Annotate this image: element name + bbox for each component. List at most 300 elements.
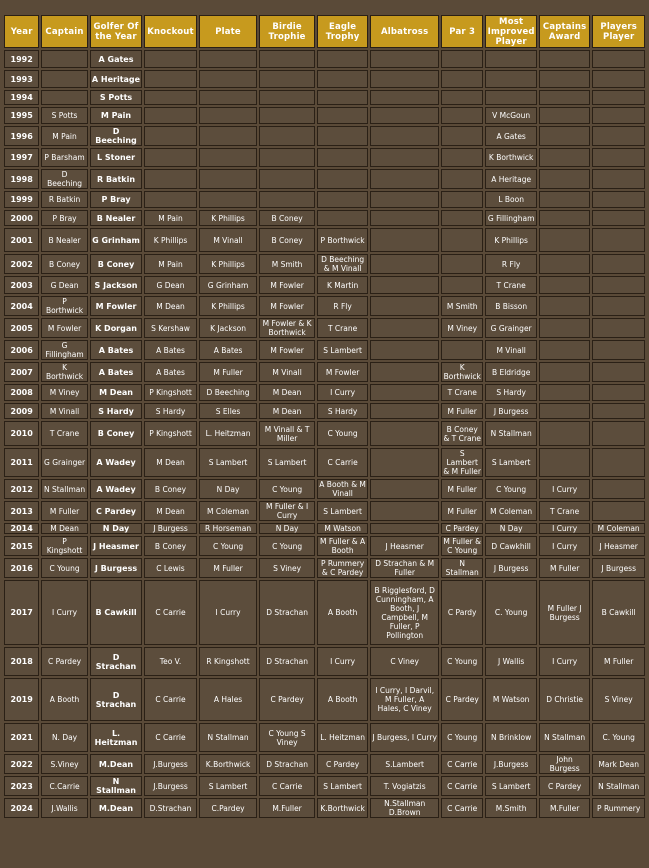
cell-albatross <box>370 421 439 446</box>
cell-par-3: N Stallman <box>441 558 483 578</box>
cell-plate: I Curry <box>199 580 258 645</box>
cell-par-3: T Crane <box>441 384 483 401</box>
cell-golfer-of-the-year: A Gates <box>90 50 143 68</box>
cell-captains-award: M Fuller J Burgess <box>539 580 590 645</box>
cell-albatross <box>370 254 439 274</box>
table-row <box>4 754 645 774</box>
cell-year: 1995 <box>4 107 39 124</box>
cell-golfer-of-the-year: C Pardey <box>90 501 143 521</box>
cell-plate: R Horseman <box>199 523 258 534</box>
cell-eagle-trophy: M Watson <box>317 523 368 534</box>
cell-plate: M Fuller <box>199 362 258 382</box>
cell-albatross: T. Vogiatzis <box>370 776 439 796</box>
cell-knockout: C Carrie <box>144 678 197 721</box>
header-plate: Plate <box>199 15 258 48</box>
cell-knockout <box>144 169 197 189</box>
cell-players-player <box>592 318 645 338</box>
cell-captains-award <box>539 148 590 167</box>
table-row <box>4 276 645 294</box>
cell-most-improved-player: J Burgess <box>485 403 536 419</box>
cell-captains-award <box>539 228 590 252</box>
cell-albatross <box>370 90 439 105</box>
cell-eagle-trophy: S Lambert <box>317 340 368 360</box>
cell-golfer-of-the-year: P Bray <box>90 191 143 208</box>
header-golfer-of-the-year: Golfer Of the Year <box>90 15 143 48</box>
cell-golfer-of-the-year: N Stallman <box>90 776 143 796</box>
cell-birdie-trophie: C Young <box>259 479 315 499</box>
cell-year: 2011 <box>4 448 39 477</box>
cell-eagle-trophy: S Lambert <box>317 776 368 796</box>
cell-eagle-trophy: C Pardey <box>317 754 368 774</box>
cell-players-player: J Burgess <box>592 558 645 578</box>
cell-albatross: J Heasmer <box>370 536 439 556</box>
cell-par-3: M Fuller <box>441 479 483 499</box>
cell-knockout: C Carrie <box>144 580 197 645</box>
cell-captains-award: T Crane <box>539 501 590 521</box>
cell-eagle-trophy: S Hardy <box>317 403 368 419</box>
cell-players-player <box>592 340 645 360</box>
cell-captain: C Young <box>41 558 87 578</box>
table-row <box>4 403 645 419</box>
cell-eagle-trophy: C Young <box>317 421 368 446</box>
cell-eagle-trophy <box>317 70 368 88</box>
cell-most-improved-player: M Watson <box>485 678 536 721</box>
cell-players-player <box>592 107 645 124</box>
cell-knockout: A Bates <box>144 340 197 360</box>
cell-most-improved-player: L Boon <box>485 191 536 208</box>
cell-albatross: N.Stallman D.Brown <box>370 798 439 818</box>
cell-players-player <box>592 50 645 68</box>
table-body <box>4 50 645 818</box>
cell-captain: G Dean <box>41 276 87 294</box>
cell-knockout: M Pain <box>144 210 197 226</box>
table-row <box>4 169 645 189</box>
cell-year: 2010 <box>4 421 39 446</box>
table-row <box>4 421 645 446</box>
cell-most-improved-player: B Bisson <box>485 296 536 316</box>
cell-year: 2006 <box>4 340 39 360</box>
cell-birdie-trophie: M Vinall <box>259 362 315 382</box>
cell-eagle-trophy <box>317 50 368 68</box>
cell-players-player <box>592 148 645 167</box>
cell-players-player: Mark Dean <box>592 754 645 774</box>
cell-year: 2001 <box>4 228 39 252</box>
cell-eagle-trophy: A Booth <box>317 580 368 645</box>
cell-plate: K Phillips <box>199 254 258 274</box>
table-row <box>4 536 645 556</box>
cell-golfer-of-the-year: D Strachan <box>90 678 143 721</box>
cell-captain: G Grainger <box>41 448 87 477</box>
header-eagle-trophy: Eagle Trophy <box>317 15 368 48</box>
cell-eagle-trophy: M Fowler <box>317 362 368 382</box>
cell-plate: C Young <box>199 536 258 556</box>
cell-players-player: B Cawkill <box>592 580 645 645</box>
cell-year: 1993 <box>4 70 39 88</box>
cell-most-improved-player: R Fly <box>485 254 536 274</box>
cell-captains-award <box>539 448 590 477</box>
cell-par-3: B Coney & T Crane <box>441 421 483 446</box>
cell-plate: M Fuller <box>199 558 258 578</box>
cell-knockout: J.Burgess <box>144 776 197 796</box>
cell-golfer-of-the-year: S Jackson <box>90 276 143 294</box>
cell-albatross: S.Lambert <box>370 754 439 774</box>
cell-captain: M Viney <box>41 384 87 401</box>
cell-captain <box>41 90 87 105</box>
cell-plate <box>199 70 258 88</box>
cell-captains-award <box>539 296 590 316</box>
cell-captains-award <box>539 169 590 189</box>
cell-captain: G Fillingham <box>41 340 87 360</box>
cell-most-improved-player: T Crane <box>485 276 536 294</box>
cell-players-player <box>592 210 645 226</box>
cell-captains-award <box>539 384 590 401</box>
cell-par-3: M Fuller <box>441 403 483 419</box>
cell-golfer-of-the-year: D Beeching <box>90 126 143 146</box>
cell-most-improved-player: G Grainger <box>485 318 536 338</box>
cell-par-3: C Young <box>441 647 483 676</box>
table-row <box>4 107 645 124</box>
table-row <box>4 148 645 167</box>
cell-albatross <box>370 169 439 189</box>
cell-eagle-trophy: D Beeching & M Vinall <box>317 254 368 274</box>
cell-players-player <box>592 421 645 446</box>
cell-albatross <box>370 403 439 419</box>
cell-birdie-trophie <box>259 50 315 68</box>
cell-eagle-trophy <box>317 107 368 124</box>
cell-birdie-trophie <box>259 191 315 208</box>
cell-captains-award: N Stallman <box>539 723 590 752</box>
cell-plate: S Lambert <box>199 448 258 477</box>
cell-plate: A Hales <box>199 678 258 721</box>
header-most-improved-player: Most Improved Player <box>485 15 536 48</box>
cell-captains-award <box>539 126 590 146</box>
table-row <box>4 90 645 105</box>
cell-golfer-of-the-year: A Wadey <box>90 479 143 499</box>
cell-par-3 <box>441 191 483 208</box>
cell-captain: J.Wallis <box>41 798 87 818</box>
cell-players-player <box>592 90 645 105</box>
cell-birdie-trophie: D Strachan <box>259 647 315 676</box>
cell-birdie-trophie: D Strachan <box>259 580 315 645</box>
table-row <box>4 362 645 382</box>
header-players-player: Players Player <box>592 15 645 48</box>
cell-birdie-trophie: M Fowler <box>259 340 315 360</box>
cell-albatross: B Rigglesford, D Cunningham, A Booth, J Campbell, M Fuller, P Pollington <box>370 580 439 645</box>
cell-par-3 <box>441 148 483 167</box>
cell-players-player: C. Young <box>592 723 645 752</box>
cell-captains-award: John Burgess <box>539 754 590 774</box>
cell-captain: S Potts <box>41 107 87 124</box>
cell-eagle-trophy <box>317 169 368 189</box>
cell-par-3: C Carrie <box>441 754 483 774</box>
cell-albatross <box>370 70 439 88</box>
cell-captain: M Fowler <box>41 318 87 338</box>
cell-golfer-of-the-year: L. Heitzman <box>90 723 143 752</box>
cell-eagle-trophy: R Fly <box>317 296 368 316</box>
cell-par-3: M Viney <box>441 318 483 338</box>
cell-eagle-trophy: I Curry <box>317 647 368 676</box>
cell-most-improved-player: J Burgess <box>485 558 536 578</box>
cell-captains-award <box>539 210 590 226</box>
cell-plate: K Phillips <box>199 296 258 316</box>
cell-birdie-trophie <box>259 148 315 167</box>
cell-most-improved-player: V McGoun <box>485 107 536 124</box>
cell-players-player <box>592 254 645 274</box>
cell-birdie-trophie <box>259 107 315 124</box>
cell-albatross: D Strachan & M Fuller <box>370 558 439 578</box>
cell-par-3: M Fuller & C Young <box>441 536 483 556</box>
cell-albatross: J Burgess, I Curry <box>370 723 439 752</box>
cell-knockout: S Kershaw <box>144 318 197 338</box>
cell-captains-award: M Fuller <box>539 558 590 578</box>
cell-plate <box>199 148 258 167</box>
cell-golfer-of-the-year: J Burgess <box>90 558 143 578</box>
cell-players-player <box>592 362 645 382</box>
cell-eagle-trophy <box>317 191 368 208</box>
cell-birdie-trophie: M Smith <box>259 254 315 274</box>
cell-albatross <box>370 296 439 316</box>
cell-plate <box>199 107 258 124</box>
cell-captain: K Borthwick <box>41 362 87 382</box>
table-row <box>4 318 645 338</box>
cell-year: 1994 <box>4 90 39 105</box>
cell-par-3: C Young <box>441 723 483 752</box>
cell-captains-award: M.Fuller <box>539 798 590 818</box>
cell-albatross <box>370 148 439 167</box>
cell-year: 2004 <box>4 296 39 316</box>
cell-captain: M Vinall <box>41 403 87 419</box>
cell-captain: D Beeching <box>41 169 87 189</box>
cell-captain: R Batkin <box>41 191 87 208</box>
table-row <box>4 296 645 316</box>
cell-eagle-trophy <box>317 90 368 105</box>
cell-plate: S Lambert <box>199 776 258 796</box>
cell-most-improved-player: J.Burgess <box>485 754 536 774</box>
cell-plate: N Day <box>199 479 258 499</box>
cell-captains-award <box>539 70 590 88</box>
table-row <box>4 723 645 752</box>
table-row <box>4 50 645 68</box>
cell-knockout: B Coney <box>144 536 197 556</box>
cell-captain: P Bray <box>41 210 87 226</box>
cell-most-improved-player: M Coleman <box>485 501 536 521</box>
cell-knockout: P Kingshott <box>144 384 197 401</box>
cell-par-3 <box>441 210 483 226</box>
header-albatross: Albatross <box>370 15 439 48</box>
cell-most-improved-player <box>485 50 536 68</box>
cell-albatross <box>370 448 439 477</box>
cell-knockout <box>144 191 197 208</box>
cell-captain: N Stallman <box>41 479 87 499</box>
cell-captain: M Dean <box>41 523 87 534</box>
table-row <box>4 191 645 208</box>
cell-golfer-of-the-year: N Day <box>90 523 143 534</box>
cell-players-player: M Coleman <box>592 523 645 534</box>
cell-albatross <box>370 501 439 521</box>
cell-par-3 <box>441 70 483 88</box>
cell-most-improved-player: C Young <box>485 479 536 499</box>
cell-year: 2021 <box>4 723 39 752</box>
cell-albatross <box>370 340 439 360</box>
cell-year: 1992 <box>4 50 39 68</box>
cell-par-3: C Pardy <box>441 580 483 645</box>
cell-captains-award <box>539 362 590 382</box>
cell-players-player <box>592 501 645 521</box>
cell-birdie-trophie <box>259 169 315 189</box>
table-row <box>4 228 645 252</box>
table-row <box>4 479 645 499</box>
cell-eagle-trophy: A Booth <box>317 678 368 721</box>
cell-par-3: M Fuller <box>441 501 483 521</box>
cell-captain: I Curry <box>41 580 87 645</box>
cell-golfer-of-the-year: K Dorgan <box>90 318 143 338</box>
cell-plate: K.Borthwick <box>199 754 258 774</box>
cell-birdie-trophie: N Day <box>259 523 315 534</box>
cell-captain <box>41 70 87 88</box>
cell-players-player <box>592 296 645 316</box>
cell-albatross <box>370 107 439 124</box>
cell-eagle-trophy: T Crane <box>317 318 368 338</box>
cell-birdie-trophie: C Carrie <box>259 776 315 796</box>
cell-captains-award: D Christie <box>539 678 590 721</box>
cell-par-3 <box>441 126 483 146</box>
cell-most-improved-player: G Fillingham <box>485 210 536 226</box>
cell-albatross <box>370 318 439 338</box>
cell-captain: P Kingshott <box>41 536 87 556</box>
cell-captains-award <box>539 107 590 124</box>
cell-golfer-of-the-year: B Coney <box>90 254 143 274</box>
cell-most-improved-player: N Stallman <box>485 421 536 446</box>
cell-knockout: C Lewis <box>144 558 197 578</box>
cell-most-improved-player: K Borthwick <box>485 148 536 167</box>
header-row <box>4 15 645 48</box>
cell-players-player <box>592 126 645 146</box>
cell-captain: S.Viney <box>41 754 87 774</box>
cell-plate: D Beeching <box>199 384 258 401</box>
cell-year: 2012 <box>4 479 39 499</box>
cell-knockout: K Phillips <box>144 228 197 252</box>
cell-year: 2009 <box>4 403 39 419</box>
cell-knockout <box>144 107 197 124</box>
cell-captains-award: I Curry <box>539 647 590 676</box>
cell-captains-award <box>539 340 590 360</box>
cell-players-player <box>592 276 645 294</box>
cell-birdie-trophie: M Fowler <box>259 276 315 294</box>
cell-captain: B Nealer <box>41 228 87 252</box>
cell-albatross <box>370 210 439 226</box>
cell-birdie-trophie <box>259 90 315 105</box>
cell-knockout: J.Burgess <box>144 754 197 774</box>
cell-par-3 <box>441 276 483 294</box>
cell-albatross <box>370 523 439 534</box>
cell-players-player <box>592 191 645 208</box>
cell-eagle-trophy: P Rummery & C Pardey <box>317 558 368 578</box>
cell-plate: K Jackson <box>199 318 258 338</box>
cell-golfer-of-the-year: S Potts <box>90 90 143 105</box>
cell-knockout <box>144 126 197 146</box>
table-row <box>4 501 645 521</box>
cell-knockout: J Burgess <box>144 523 197 534</box>
cell-most-improved-player: B Eldridge <box>485 362 536 382</box>
cell-year: 2024 <box>4 798 39 818</box>
cell-eagle-trophy <box>317 148 368 167</box>
cell-captains-award <box>539 90 590 105</box>
cell-most-improved-player: N Brinklow <box>485 723 536 752</box>
cell-knockout: M Dean <box>144 501 197 521</box>
cell-most-improved-player: K Phillips <box>485 228 536 252</box>
cell-most-improved-player: M.Smith <box>485 798 536 818</box>
cell-birdie-trophie: M Fuller & I Curry <box>259 501 315 521</box>
cell-albatross <box>370 276 439 294</box>
cell-golfer-of-the-year: M Fowler <box>90 296 143 316</box>
cell-knockout: M Dean <box>144 296 197 316</box>
cell-eagle-trophy: L. Heitzman <box>317 723 368 752</box>
cell-par-3: M Smith <box>441 296 483 316</box>
cell-albatross <box>370 479 439 499</box>
table-row <box>4 448 645 477</box>
table-row <box>4 384 645 401</box>
cell-captain: P Barsham <box>41 148 87 167</box>
cell-knockout: G Dean <box>144 276 197 294</box>
cell-eagle-trophy: M Fuller & A Booth <box>317 536 368 556</box>
cell-most-improved-player: D Cawkhill <box>485 536 536 556</box>
cell-players-player: P Rummery <box>592 798 645 818</box>
cell-captains-award <box>539 421 590 446</box>
cell-captains-award: C Pardey <box>539 776 590 796</box>
cell-par-3 <box>441 50 483 68</box>
cell-knockout <box>144 90 197 105</box>
cell-players-player <box>592 70 645 88</box>
cell-knockout: C Carrie <box>144 723 197 752</box>
cell-most-improved-player: N Day <box>485 523 536 534</box>
cell-most-improved-player: A Heritage <box>485 169 536 189</box>
table-row <box>4 678 645 721</box>
cell-golfer-of-the-year: L Stoner <box>90 148 143 167</box>
cell-par-3 <box>441 107 483 124</box>
cell-golfer-of-the-year: M Dean <box>90 384 143 401</box>
cell-captains-award <box>539 191 590 208</box>
cell-captain: B Coney <box>41 254 87 274</box>
table-row <box>4 523 645 534</box>
table-row <box>4 126 645 146</box>
header-birdie-trophie: Birdie Trophie <box>259 15 315 48</box>
cell-year: 2023 <box>4 776 39 796</box>
cell-players-player: S Viney <box>592 678 645 721</box>
cell-year: 1998 <box>4 169 39 189</box>
header-year: Year <box>4 15 39 48</box>
cell-captain: C Pardey <box>41 647 87 676</box>
cell-albatross: I Curry, I Darvil, M Fuller, A Hales, C Viney <box>370 678 439 721</box>
cell-year: 2018 <box>4 647 39 676</box>
cell-year: 2003 <box>4 276 39 294</box>
cell-birdie-trophie: B Coney <box>259 228 315 252</box>
cell-captains-award: I Curry <box>539 536 590 556</box>
cell-golfer-of-the-year: A Bates <box>90 340 143 360</box>
cell-albatross: C Viney <box>370 647 439 676</box>
cell-eagle-trophy: K Martin <box>317 276 368 294</box>
cell-players-player <box>592 403 645 419</box>
cell-golfer-of-the-year: A Bates <box>90 362 143 382</box>
cell-eagle-trophy: C Carrie <box>317 448 368 477</box>
cell-year: 2022 <box>4 754 39 774</box>
cell-albatross <box>370 126 439 146</box>
cell-year: 2016 <box>4 558 39 578</box>
cell-plate: L. Heitzman <box>199 421 258 446</box>
cell-most-improved-player: S Lambert <box>485 776 536 796</box>
cell-birdie-trophie: C Young S Viney <box>259 723 315 752</box>
cell-players-player: M Fuller <box>592 647 645 676</box>
cell-par-3 <box>441 340 483 360</box>
